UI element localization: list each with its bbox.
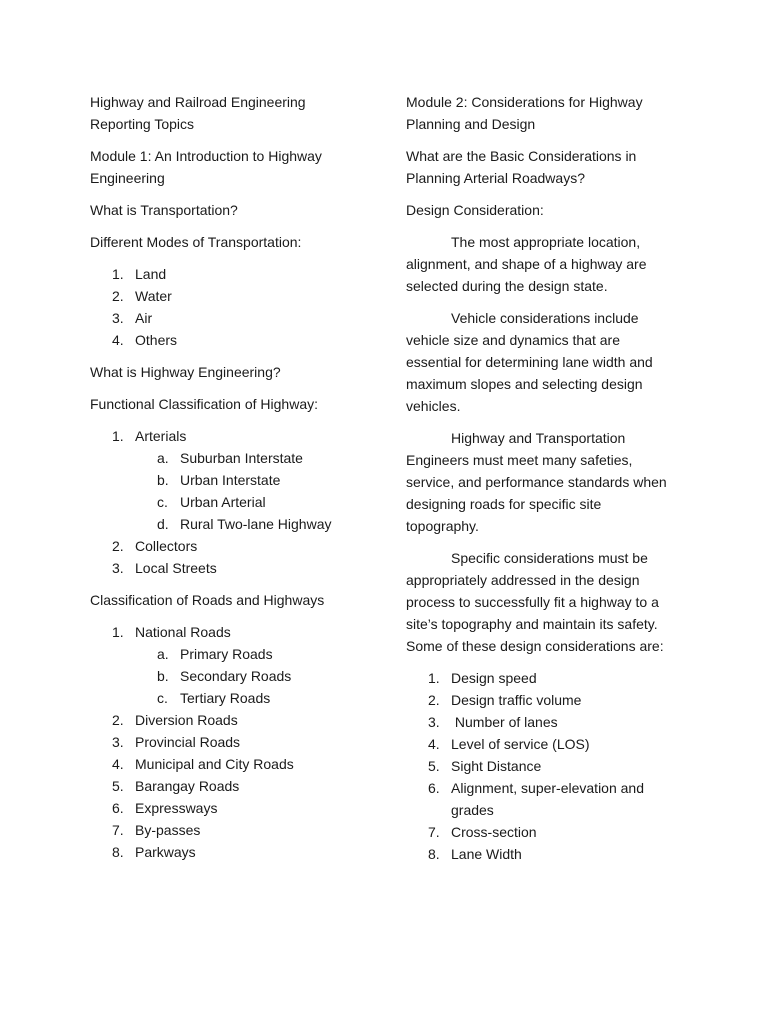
list-item: 6. Alignment, super-elevation and grades [428, 780, 645, 818]
list-item: b. Urban Interstate [157, 472, 281, 488]
list-item: 4. Municipal and City Roads [112, 756, 294, 772]
list-item: 8. Parkways [112, 844, 196, 860]
question-basic-considerations: What are the Basic Considerations in Planning Arterial Roadways? [406, 148, 637, 186]
list-item: 5. Sight Distance [428, 758, 542, 774]
right-column [406, 91, 678, 875]
list-item: 6. Expressways [112, 800, 218, 816]
left-column [90, 91, 370, 873]
module2-heading: Module 2: Considerations for Highway Planning and Design [406, 94, 643, 132]
list-item: 2. Water [112, 288, 172, 304]
design-heading: Design Consideration: [406, 202, 544, 218]
list-item: c. Tertiary Roads [157, 690, 271, 706]
modes-heading: Different Modes of Transportation: [90, 234, 302, 250]
national-sublist [135, 643, 370, 709]
list-item: 3. Local Streets [112, 560, 217, 576]
list-item: 5. Barangay Roads [112, 778, 240, 794]
paragraph: Highway and Transportation Engineers must meet many safeties, service, and performance standards when designing roads for specific site topography. [406, 430, 667, 534]
question-highway: What is Highway Engineering? [90, 364, 281, 380]
list-item: 3. Number of lanes [428, 714, 558, 730]
list-item: 4. Level of service (LOS) [428, 736, 590, 752]
list-item: 7. Cross-section [428, 824, 537, 840]
paragraph: Vehicle considerations include vehicle size and dynamics that are essential for determining lane width and maximum slopes and selecting design vehicles. [406, 310, 653, 414]
list-item: 2. Diversion Roads [112, 712, 238, 728]
paragraph: Specific considerations must be appropriately addressed in the design process to successfully fit a highway to a site’s topography and maintain its safety. Some of these design considerations are: [406, 550, 664, 654]
list-item: c. Urban Arterial [157, 494, 266, 510]
question-transportation: What is Transportation? [90, 202, 238, 218]
list-item: a. Suburban Interstate [157, 450, 303, 466]
classification-heading: Classification of Roads and Highways [90, 592, 325, 608]
functional-heading: Functional Classification of Highway: [90, 396, 318, 412]
list-item: 4. Others [112, 332, 178, 348]
paragraph: The most appropriate location, alignment, and shape of a highway are selected during the design state. [406, 234, 647, 294]
functional-list [90, 425, 370, 579]
list-item: 1. Land [112, 266, 167, 282]
list-item: 1. National Roads a. Primary Roads b. Secondary Roads c. Tertiary Roads [90, 621, 370, 709]
module1-heading: Module 1: An Introduction to Highway Engineering [90, 148, 322, 186]
list-item: 8. Lane Width [428, 846, 522, 862]
list-item: 1. Design speed [428, 670, 537, 686]
modes-list [90, 263, 370, 351]
list-item: 3. Provincial Roads [112, 734, 241, 750]
arterial-sublist [135, 447, 370, 535]
considerations-list [406, 667, 678, 865]
list-item: 2. Collectors [112, 538, 198, 554]
list-item: 1. Arterials a. Suburban Interstate b. Urban Interstate c. Urban Arterial d. Rural Two-lane Highway [90, 425, 370, 535]
list-item: 3. Air [112, 310, 153, 326]
list-item: a. Primary Roads [157, 646, 273, 662]
list-item: d. Rural Two-lane Highway [157, 516, 332, 532]
document-title: Highway and Railroad Engineering Reporting Topics [90, 94, 306, 132]
classification-list [90, 621, 370, 863]
list-item: b. Secondary Roads [157, 668, 292, 684]
list-item: 2. Design traffic volume [428, 692, 582, 708]
list-item: 7. By-passes [112, 822, 201, 838]
